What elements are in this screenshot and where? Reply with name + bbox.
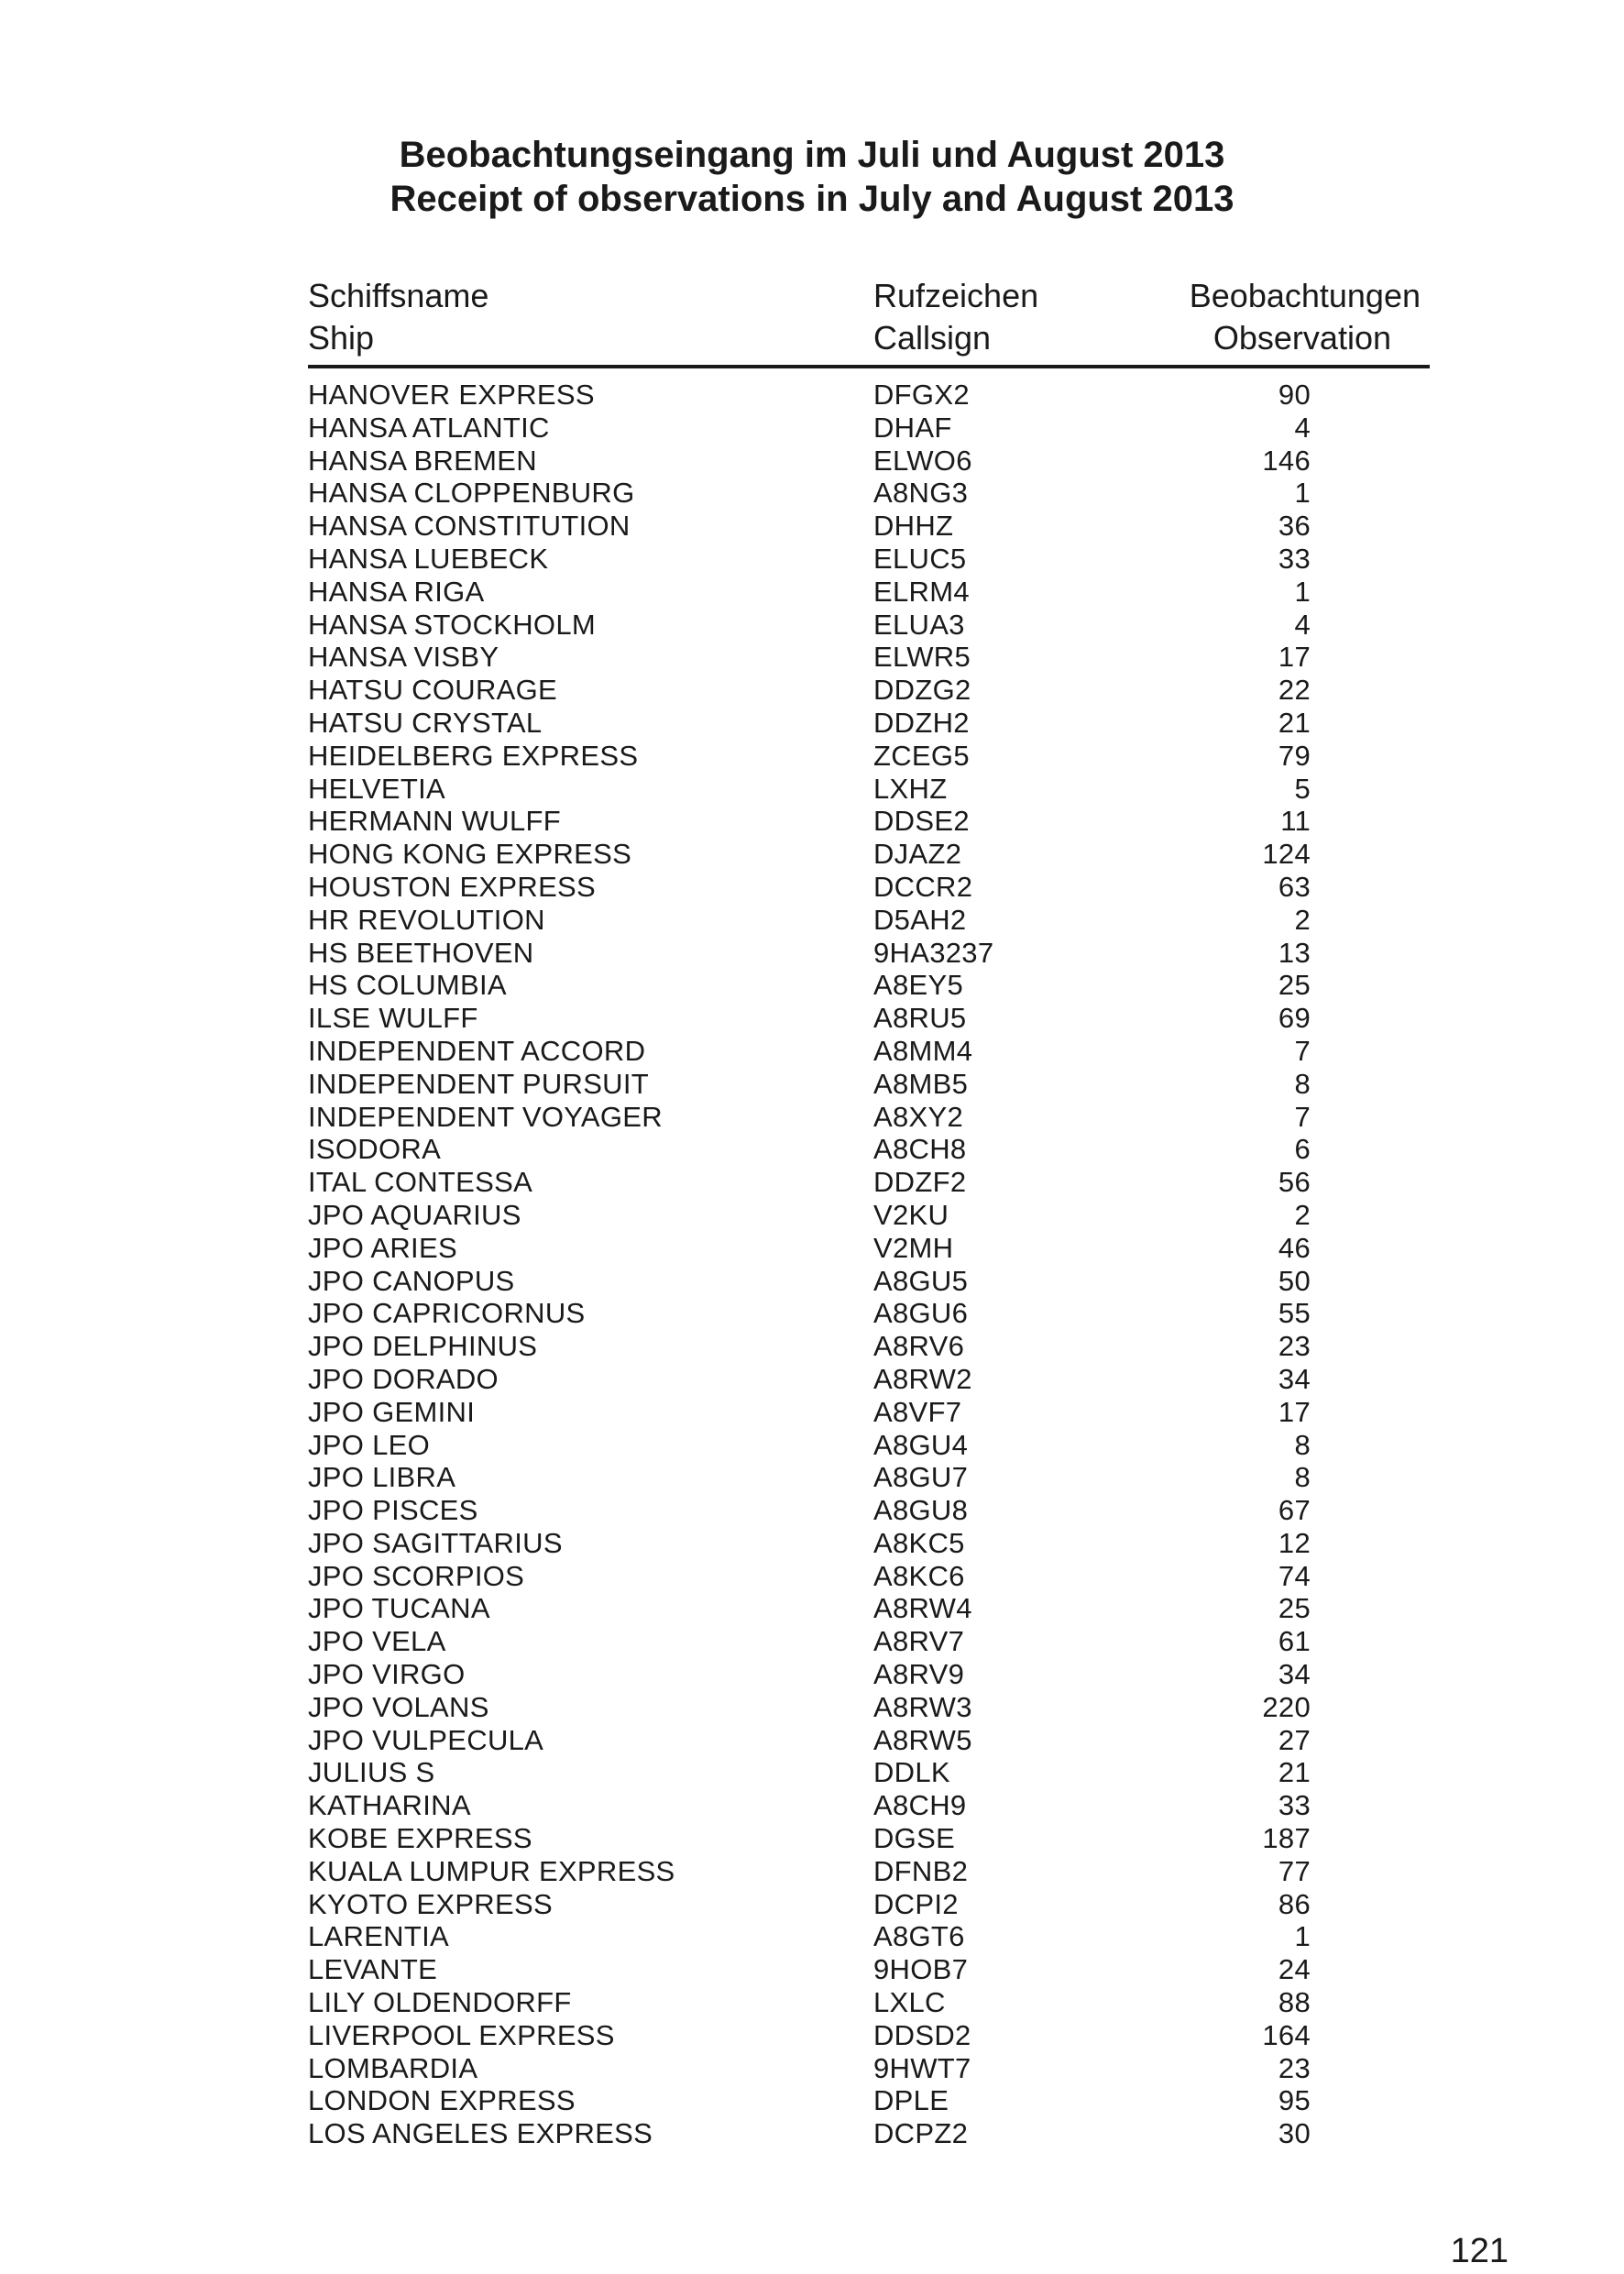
observations-cell: 50 <box>1278 1264 1311 1297</box>
ship-name-cell: ILSE WULFF <box>308 1002 478 1035</box>
table-row <box>308 1756 1430 1789</box>
table-row <box>308 1330 1430 1363</box>
callsign-cell: A8GU8 <box>873 1494 969 1527</box>
observations-cell: 27 <box>1278 1723 1311 1756</box>
ship-name-cell: JPO CAPRICORNUS <box>308 1297 586 1330</box>
table-row <box>308 871 1430 904</box>
observations-cell: 1 <box>1294 1920 1311 1953</box>
observations-cell: 7 <box>1294 1034 1311 1067</box>
observations-cell: 55 <box>1278 1297 1311 1330</box>
column-header-callsign-german: Rufzeichen <box>873 277 1039 314</box>
callsign-cell: A8RW3 <box>873 1690 972 1723</box>
callsign-cell: 9HA3237 <box>873 936 994 969</box>
callsign-cell: A8VF7 <box>873 1395 962 1428</box>
observations-cell: 46 <box>1278 1231 1311 1264</box>
table-row <box>308 1133 1430 1166</box>
callsign-cell: DCPI2 <box>873 1887 959 1920</box>
table-row <box>308 609 1430 642</box>
table-row <box>308 1166 1430 1199</box>
table-row <box>308 1461 1430 1494</box>
table-row <box>308 1068 1430 1101</box>
callsign-cell: A8GU4 <box>873 1428 969 1461</box>
table-row <box>308 1986 1430 2019</box>
ship-name-cell: JPO VELA <box>308 1625 446 1658</box>
table-row <box>308 1101 1430 1134</box>
ship-name-cell: INDEPENDENT PURSUIT <box>308 1067 650 1100</box>
table-row <box>308 1724 1430 1757</box>
table-row <box>308 1592 1430 1625</box>
table-row <box>308 937 1430 970</box>
ship-name-cell: HANSA BREMEN <box>308 444 537 477</box>
table-row <box>308 1789 1430 1822</box>
table-row <box>308 543 1430 576</box>
callsign-cell: A8RV7 <box>873 1625 965 1658</box>
callsign-cell: 9HOB7 <box>873 1953 969 1986</box>
callsign-cell: A8CH8 <box>873 1133 967 1166</box>
callsign-cell: A8NG3 <box>873 477 969 510</box>
callsign-cell: A8GT6 <box>873 1920 965 1953</box>
observations-cell: 63 <box>1278 870 1311 903</box>
callsign-cell: A8KC6 <box>873 1559 965 1592</box>
observations-cell: 23 <box>1278 1330 1311 1363</box>
callsign-cell: V2MH <box>873 1231 954 1264</box>
ship-name-cell: HR REVOLUTION <box>308 903 545 936</box>
ship-name-cell: JPO SCORPIOS <box>308 1559 525 1592</box>
callsign-cell: A8MM4 <box>873 1034 973 1067</box>
table-row <box>308 2117 1430 2150</box>
ship-name-cell: HANSA STOCKHOLM <box>308 608 597 641</box>
table-row <box>308 1658 1430 1691</box>
title-english: Receipt of observations in July and August 2013 <box>390 179 1234 219</box>
observations-cell: 79 <box>1278 739 1311 772</box>
table-row <box>308 707 1430 740</box>
callsign-cell: A8XY2 <box>873 1100 964 1133</box>
callsign-cell: DJAZ2 <box>873 838 962 871</box>
table-row <box>308 1297 1430 1330</box>
ship-name-cell: HATSU COURAGE <box>308 674 558 707</box>
callsign-cell: DHAF <box>873 411 952 444</box>
ship-name-cell: ISODORA <box>308 1133 442 1166</box>
observations-cell: 90 <box>1278 379 1311 411</box>
table-row <box>308 904 1430 937</box>
ship-name-cell: LEVANTE <box>308 1953 438 1986</box>
table-row <box>308 477 1430 510</box>
callsign-cell: ELWO6 <box>873 444 972 477</box>
ship-name-cell: HATSU CRYSTAL <box>308 706 543 739</box>
callsign-cell: V2KU <box>873 1198 949 1231</box>
ship-name-cell: JPO VULPECULA <box>308 1723 544 1756</box>
table-body <box>308 379 1430 2150</box>
callsign-cell: DDZF2 <box>873 1166 967 1199</box>
callsign-cell: ELWR5 <box>873 641 971 674</box>
table-row <box>308 2084 1430 2117</box>
column-header-observations-english: Observation <box>1213 319 1391 357</box>
observations-cell: 36 <box>1278 510 1311 543</box>
observations-cell: 17 <box>1278 641 1311 674</box>
ship-name-cell: JPO SAGITTARIUS <box>308 1526 563 1559</box>
observations-cell: 24 <box>1278 1953 1311 1986</box>
table-row <box>308 1888 1430 1921</box>
ship-name-cell: HOUSTON EXPRESS <box>308 870 597 903</box>
callsign-cell: 9HWT7 <box>873 2051 971 2084</box>
table-row <box>308 510 1430 543</box>
callsign-cell: A8GU5 <box>873 1264 969 1297</box>
page-number: 121 <box>1450 2232 1509 2270</box>
callsign-cell: DFNB2 <box>873 1854 969 1887</box>
callsign-cell: DDSD2 <box>873 2018 971 2051</box>
ship-name-cell: LIVERPOOL EXPRESS <box>308 2018 615 2051</box>
table-row <box>308 1625 1430 1658</box>
title-german: Beobachtungseingang im Juli und August 2013 <box>399 135 1225 175</box>
column-header-ship-english: Ship <box>308 319 375 357</box>
table-row <box>308 379 1430 412</box>
observations-cell: 33 <box>1278 1789 1311 1822</box>
table-row <box>308 1199 1430 1232</box>
table-row <box>308 1560 1430 1593</box>
table-row <box>308 1429 1430 1462</box>
ship-name-cell: HANSA LUEBECK <box>308 542 549 575</box>
header-row-german <box>308 275 1430 317</box>
callsign-cell: D5AH2 <box>873 903 967 936</box>
table-row <box>308 2019 1430 2052</box>
ship-name-cell: INDEPENDENT VOYAGER <box>308 1100 663 1133</box>
column-header-ship-german: Schiffsname <box>308 277 489 314</box>
callsign-cell: DGSE <box>873 1822 956 1855</box>
callsign-cell: A8RV6 <box>873 1330 965 1363</box>
observations-cell: 2 <box>1294 903 1311 936</box>
header-divider <box>308 365 1430 368</box>
table-row <box>308 1953 1430 1986</box>
table-row <box>308 674 1430 707</box>
observations-cell: 4 <box>1294 608 1311 641</box>
ship-name-cell: HEIDELBERG EXPRESS <box>308 739 639 772</box>
observations-cell: 6 <box>1294 1133 1311 1166</box>
ship-name-cell: JPO AQUARIUS <box>308 1198 521 1231</box>
table-row <box>308 1002 1430 1035</box>
table-row <box>308 1494 1430 1527</box>
header-row-english <box>308 317 1430 359</box>
observations-cell: 95 <box>1278 2084 1311 2117</box>
ship-name-cell: JPO DORADO <box>308 1362 499 1395</box>
observations-cell: 67 <box>1278 1494 1311 1527</box>
observations-cell: 74 <box>1278 1559 1311 1592</box>
observations-cell: 69 <box>1278 1002 1311 1035</box>
observations-cell: 23 <box>1278 2051 1311 2084</box>
observations-cell: 7 <box>1294 1100 1311 1133</box>
observations-cell: 88 <box>1278 1986 1311 2019</box>
observations-cell: 164 <box>1262 2018 1311 2051</box>
ship-name-cell: HELVETIA <box>308 772 445 805</box>
callsign-cell: A8EY5 <box>873 969 964 1002</box>
observations-cell: 13 <box>1278 936 1311 969</box>
ship-name-cell: JPO PISCES <box>308 1494 478 1527</box>
observations-cell: 30 <box>1278 2117 1311 2150</box>
observations-cell: 22 <box>1278 674 1311 707</box>
ship-name-cell: HS COLUMBIA <box>308 969 507 1002</box>
table-row <box>308 1035 1430 1068</box>
ship-name-cell: ITAL CONTESSA <box>308 1166 533 1199</box>
observations-cell: 187 <box>1262 1822 1311 1855</box>
observations-cell: 61 <box>1278 1625 1311 1658</box>
observations-cell: 21 <box>1278 1756 1311 1789</box>
observations-cell: 34 <box>1278 1362 1311 1395</box>
ship-name-cell: HANSA CLOPPENBURG <box>308 477 635 510</box>
table-row <box>308 805 1430 838</box>
ship-name-cell: JPO TUCANA <box>308 1592 490 1625</box>
observations-cell: 8 <box>1294 1428 1311 1461</box>
column-header-observations-german: Beobachtungen <box>1189 277 1421 314</box>
ship-name-cell: JPO LEO <box>308 1428 431 1461</box>
observations-cell: 25 <box>1278 969 1311 1002</box>
callsign-cell: A8RW2 <box>873 1362 972 1395</box>
table-row <box>308 773 1430 806</box>
callsign-cell: ZCEG5 <box>873 739 970 772</box>
table-row <box>308 1855 1430 1888</box>
ship-name-cell: KYOTO EXPRESS <box>308 1887 553 1920</box>
callsign-cell: DCCR2 <box>873 870 973 903</box>
callsign-cell: DPLE <box>873 2084 949 2117</box>
callsign-cell: A8RW5 <box>873 1723 972 1756</box>
ship-name-cell: HERMANN WULFF <box>308 805 561 838</box>
ship-name-cell: JPO CANOPUS <box>308 1264 515 1297</box>
callsign-cell: A8CH9 <box>873 1789 967 1822</box>
ship-name-cell: HS BEETHOVEN <box>308 936 534 969</box>
ship-name-cell: INDEPENDENT ACCORD <box>308 1034 646 1067</box>
callsign-cell: DDSE2 <box>873 805 970 838</box>
observations-cell: 146 <box>1262 444 1311 477</box>
callsign-cell: DCPZ2 <box>873 2117 969 2150</box>
callsign-cell: LXHZ <box>873 772 948 805</box>
ship-name-cell: JPO ARIES <box>308 1231 457 1264</box>
table-row <box>308 1363 1430 1396</box>
ship-name-cell: HANOVER EXPRESS <box>308 379 595 411</box>
observations-cell: 8 <box>1294 1067 1311 1100</box>
callsign-cell: DDZH2 <box>873 706 970 739</box>
callsign-cell: A8MB5 <box>873 1067 969 1100</box>
callsign-cell: DHHZ <box>873 510 954 543</box>
table-row <box>308 1691 1430 1724</box>
ship-name-cell: LILY OLDENDORFF <box>308 1986 572 2019</box>
ship-name-cell: JPO DELPHINUS <box>308 1330 538 1363</box>
ship-name-cell: JPO VOLANS <box>308 1690 489 1723</box>
ship-name-cell: JPO GEMINI <box>308 1395 476 1428</box>
callsign-cell: A8RV9 <box>873 1658 965 1691</box>
observations-cell: 33 <box>1278 542 1311 575</box>
table-row <box>308 412 1430 445</box>
callsign-cell: A8RW4 <box>873 1592 972 1625</box>
table-row <box>308 969 1430 1002</box>
callsign-cell: LXLC <box>873 1986 946 2019</box>
ship-name-cell: KATHARINA <box>308 1789 471 1822</box>
table-row <box>308 838 1430 871</box>
callsign-cell: DFGX2 <box>873 379 970 411</box>
table-row <box>308 641 1430 674</box>
ship-name-cell: JULIUS S <box>308 1756 435 1789</box>
ship-name-cell: HANSA ATLANTIC <box>308 411 550 444</box>
ship-name-cell: LOS ANGELES EXPRESS <box>308 2117 653 2150</box>
observations-cell: 12 <box>1278 1526 1311 1559</box>
observations-cell: 21 <box>1278 706 1311 739</box>
table-row <box>308 445 1430 478</box>
observations-cell: 124 <box>1262 838 1311 871</box>
callsign-cell: DDLK <box>873 1756 950 1789</box>
ship-name-cell: HANSA RIGA <box>308 575 485 608</box>
ship-name-cell: HANSA VISBY <box>308 641 499 674</box>
ship-name-cell: JPO LIBRA <box>308 1461 456 1494</box>
table-row <box>308 740 1430 773</box>
table-row <box>308 1527 1430 1560</box>
callsign-cell: A8GU6 <box>873 1297 969 1330</box>
observations-cell: 1 <box>1294 575 1311 608</box>
table-row <box>308 1920 1430 1953</box>
table-row <box>308 576 1430 609</box>
observations-cell: 1 <box>1294 477 1311 510</box>
observations-cell: 220 <box>1262 1690 1311 1723</box>
callsign-cell: ELUA3 <box>873 608 965 641</box>
observations-cell: 25 <box>1278 1592 1311 1625</box>
table-row <box>308 1232 1430 1265</box>
callsign-cell: A8GU7 <box>873 1461 969 1494</box>
callsign-cell: ELRM4 <box>873 575 970 608</box>
observations-cell: 5 <box>1294 772 1311 805</box>
ship-name-cell: JPO VIRGO <box>308 1658 466 1691</box>
ship-name-cell: LOMBARDIA <box>308 2051 478 2084</box>
table-header <box>308 275 1430 359</box>
ship-name-cell: KUALA LUMPUR EXPRESS <box>308 1854 675 1887</box>
observations-cell: 56 <box>1278 1166 1311 1199</box>
observations-cell: 34 <box>1278 1658 1311 1691</box>
ship-name-cell: HANSA CONSTITUTION <box>308 510 631 543</box>
table-row <box>308 1265 1430 1298</box>
table-row <box>308 2052 1430 2085</box>
table-row <box>308 1822 1430 1855</box>
callsign-cell: A8KC5 <box>873 1526 965 1559</box>
ship-name-cell: KOBE EXPRESS <box>308 1822 532 1855</box>
observations-cell: 11 <box>1280 805 1311 838</box>
callsign-cell: DDZG2 <box>873 674 971 707</box>
observations-cell: 8 <box>1294 1461 1311 1494</box>
column-header-callsign-english: Callsign <box>873 319 992 357</box>
ship-name-cell: HONG KONG EXPRESS <box>308 838 632 871</box>
callsign-cell: ELUC5 <box>873 542 967 575</box>
observations-cell: 77 <box>1278 1854 1311 1887</box>
observations-cell: 86 <box>1278 1887 1311 1920</box>
observations-cell: 17 <box>1278 1395 1311 1428</box>
observations-cell: 4 <box>1294 411 1311 444</box>
callsign-cell: A8RU5 <box>873 1002 967 1035</box>
ship-name-cell: LARENTIA <box>308 1920 449 1953</box>
observations-cell: 2 <box>1294 1198 1311 1231</box>
table-row <box>308 1396 1430 1429</box>
ship-name-cell: LONDON EXPRESS <box>308 2084 576 2117</box>
